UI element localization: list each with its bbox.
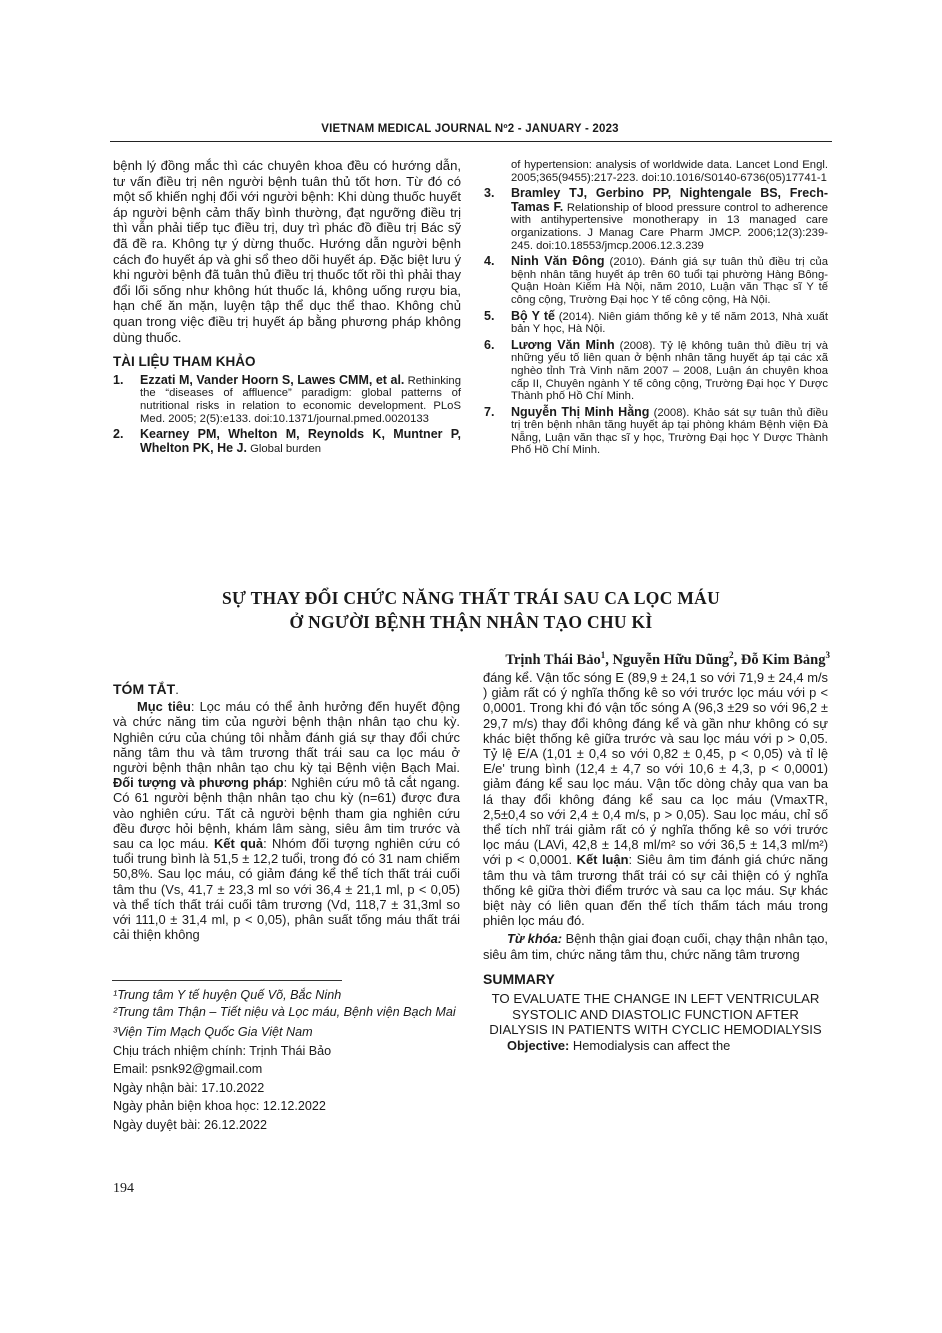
objective-en-label: Objective: — [507, 1037, 570, 1053]
reference-authors: Nguyễn Thị Minh Hằng — [511, 404, 650, 419]
accepted-date: Ngày duyệt bài: 26.12.2022 — [113, 1117, 268, 1132]
reference-number: 2. — [113, 427, 124, 442]
reference-text: (2008). Tỷ lệ không tuân thủ điều trị và những yếu tố liên quan ở bệnh nhân tăng huyết áp tại các xã nghèo tỉnh Trà Vinh năm 2007 – 2008, Luận án chuyên khoa cấp II, Chuyên ngành Y tế công cộng, Trường Đại học Y Dược Thành phố Hồ Chí Minh. — [511, 339, 828, 403]
objective-label: Mục tiêu — [137, 699, 191, 715]
abstract-title: TÓM TẮT — [113, 681, 176, 697]
author-list: Trịnh Thái Bảo$^1$, Nguyễn Hữu Dũng$^2$, Đỗ Kim Bảng$^3$ — [505, 650, 830, 668]
affiliation-3: ³Viện Tim Mạch Quốc Gia Việt Nam — [113, 1025, 313, 1039]
references-list-right — [484, 158, 828, 457]
reference-authors: Ninh Văn Đông — [511, 254, 605, 269]
summary-subtitle: TO EVALUATE THE CHANGE IN LEFT VENTRICULAR SYSTOLIC AND DIASTOLIC FUNCTION AFTER DIALYSIS IN PATIENTS WITH CYCLIC HEMODIALYSIS — [489, 991, 822, 1038]
affiliation-1: ¹Trung tâm Y tế huyện Quế Võ, Bắc Ninh — [113, 988, 342, 1002]
reference-authors: Kearney PM, Whelton M, Reynolds K, Muntner P, Whelton PK, He J. — [140, 427, 461, 455]
left-column-top — [113, 158, 461, 458]
right-column-top — [484, 158, 828, 460]
author-1: Trịnh Thái Bảo — [505, 651, 601, 668]
reference-authors: Bramley TJ, Gerbino PP, Nightengale BS, Frech-Tamas F. — [511, 186, 828, 214]
abstract-right: đáng kể. Vận tốc sóng E (89,9 ± 24,1 so với 71,9 ± 24,4 m/s ) giảm rất có ý nghĩa thống kê so với trước lọc máu với p < 0,0001. Trong khi đó vận tốc sóng A (96,3 ±29 so với 96,2 ± 29,7 m/s) thay đổi không đáng kể và gần như không có sự khác biệt thống kê giữa trước và sau lọc máu với p > 0,05. Tỷ lệ E/A (1,01 ± 0,4 so với 0,82 ± 0,45, p < 0,05) và tỉ lệ E/e' trung bình (12,4 ± 4,7 so với 10,6 ± 4,3, p < 0,0001) giảm đáng kể sau lọc máu. Vận tốc dòng chảy qua van ba lá thay đổi không đáng kể sau ca lọc máu (VmaxTR, 2,5±0,4 so với 2,4 ± 0,4 m/s, p > 0,05). Sau lọc máu, chỉ số thể tích nhĩ trái giảm rất có ý nghĩa thống kê so với trước lọc máu (LAVi, 42,8 ± 14,8 ml/m² so với 36,5 ± 14,3 ml/m²) với p < 0,0001. Kết luận: Siêu âm tim đánh giá chức năng tâm thu và tâm trương thất trái có sự cải thiện có ý nghĩa thống kê giữa thời điểm trước và sau ca lọc máu. Sự khác biệt này có liên quan đến thể tích thấm tách máu trong phiên lọc máu đó. Từ khóa: Bệnh thận giai đoạn cuối, chạy thận nhân tạo, siêu âm tim, chức năng tâm thu, chức năng tâm trương SUMMARY TO EVALUATE THE CHANGE IN LEFT VENTRICULAR SYSTOLIC AND DIASTOLIC FUNCTION AFTER DIALYSIS IN PATIENTS WITH CYCLIC HEMODIALYSIS Objective: Hemodialysis can affect the — [483, 670, 829, 1053]
reference-authors: Bộ Y tế — [511, 308, 555, 323]
author-2: , Nguyễn Hữu Dũng — [605, 651, 730, 668]
reference-item — [484, 158, 828, 184]
review-date: Ngày phản biện khoa học: 12.12.2022 — [113, 1099, 326, 1113]
reference-item — [113, 428, 461, 455]
reference-item — [484, 406, 828, 457]
keywords-label: Từ khóa: — [507, 931, 563, 947]
conclusion-label: Kết luận — [576, 852, 629, 868]
reference-text: (2010). Đánh giá sự tuân thủ điều trị của bệnh nhân tăng huyết áp trên 60 tuổi tại phường Hàng Bông- Quận Hoàn Kiếm Hà Nội, năm 2010, Luận văn Thạc sĩ Y tế công cộng, Trường Đại học Y tế công cộng, Hà Nội. — [511, 256, 828, 306]
abstract-left: TÓM TẮT. Mục tiêu: Lọc máu có thể ảnh hưởng đến huyết động và chức năng tim của người bệnh thận nhân tạo chu kỳ. Nghiên cứu của chúng tôi nhằm đánh giá sự thay đổi chức năng tâm thu và tâm trương thất trái sau ca lọc máu ở người bệnh thận nhân tạo chu kỳ tại Bệnh viện Bạch Mai. Đối tượng và phương pháp: Nghiên cứu mô tả cắt ngang. Có 61 người bệnh thận nhân tạo chu kỳ (n=61) được đưa vào nghiên cứu. Tất cả người bệnh tham gia nghiên cứu đều được hỏi bệnh, khám lâm sàng, siêu âm tim trước và sau ca lọc máu. Kết quả: Nhóm đối tượng nghiên cứu có tuổi trung bình là 51,5 ± 12,2 tuổi, trong đó có 31 nam chiếm 50,8%. Sau lọc máu, có giảm đáng kể thể tích thất trái cuối tâm thu (Vs, 41,7 ± 23,3 ml so với 36,4 ± 21,1 ml, p < 0,05) và thể tích thất trái cuối tâm trương (Vd, 118,7 ± 31,3ml so với 111,0 ± 31,4 ml, p < 0,05), phân suất tống máu thất trái cải thiện không — [113, 681, 461, 943]
email: Email: psnk92@gmail.com — [113, 1062, 263, 1076]
reference-number: 7. — [484, 404, 495, 419]
reference-number: 5. — [484, 308, 495, 323]
footnotes — [113, 986, 463, 1134]
summary-title: SUMMARY — [483, 970, 555, 987]
reference-authors: Ezzati M, Vander Hoorn S, Lawes CMM, et al. — [140, 372, 405, 387]
references-list-left — [113, 374, 461, 456]
references-title: TÀI LIỆU THAM KHẢO — [113, 354, 256, 370]
reference-item — [484, 310, 828, 336]
reference-number: 6. — [484, 337, 495, 352]
page-number: 194 — [113, 1181, 134, 1196]
article-title-line1: SỰ THAY ĐỔI CHỨC NĂNG THẤT TRÁI SAU CA LỌC MÁU — [221, 588, 721, 608]
reference-text: Rethinking the “diseases of affluence” paradigm: global patterns of nutritional risks in relation to economic development. PLoS Med. 2005; 2(5):e133. doi:10.1371/journal.pmed.0020133 — [140, 374, 461, 425]
affiliation-2: ²Trung tâm Thận – Tiết niệu và Lọc máu, Bệnh viện Bạch Mai — [113, 1004, 456, 1019]
methods-label: Đối tượng và phương pháp — [113, 775, 284, 791]
reference-item — [113, 374, 461, 425]
reference-number: 3. — [484, 186, 495, 201]
reference-number — [484, 158, 511, 184]
reference-text: Global burden — [246, 442, 322, 455]
journal-header: VIETNAM MEDICAL JOURNAL Nº2 - JANUARY - 2023 — [321, 123, 619, 135]
article-title-line2: Ở NGƯỜI BỆNH THẬN NHÂN TẠO CHU KÌ — [289, 612, 653, 632]
author-3: , Đỗ Kim Bảng — [733, 651, 826, 668]
footnote-rule — [112, 980, 342, 981]
received-date: Ngày nhận bài: 17.10.2022 — [113, 1080, 265, 1095]
reference-text: Relationship of blood pressure control to adherence with antihypertensive monotherapy in 13 managed care organizations. J Manag Care Pharm JMCP. 2006;12(3):239-245. doi:10.18553/jmcp.2006.12.3.239 — [511, 201, 828, 252]
reference-authors: Lương Văn Minh — [511, 337, 615, 352]
reference-item — [484, 255, 828, 306]
header-rule — [110, 141, 832, 142]
corresponding-author: Chịu trách nhiệm chính: Trịnh Thái Bảo — [113, 1043, 332, 1058]
reference-text: of hypertension: analysis of worldwide data. Lancet Lond Engl. 2005;365(9455):217-223. doi:10.1016/S0140-6736(05)17741-1 — [511, 159, 828, 184]
body-paragraph: bệnh lý đồng mắc thì các chuyên khoa đều có hướng dẫn, tư vấn điều trị nên người bệnh tuân thủ tốt hơn. Từ đó có một số khiến nghị đối với người bệnh: Khi dùng thuốc huyết áp người bệnh cảm thấy bình thường, đạt ngưỡng điều trị thì vẫn phải tiếp tục điều trị, duy trì phác đồ điều trị Bác sỹ đã đề ra. Không tự ý dừng thuốc. Hướng dẫn người bệnh cách đo huyết áp và ghi sổ theo dõi huyết áp. Đặc biệt lưu ý khi người bệnh đã tuân thủ điều trị thuốc tốt rồi thì phải thay đổi lối sống như không hút thuốc lá, không uống rượu bia, hạn chế ăn mặn, luyện tập thể dục thể thao. Không chủ quan trong việc điều trị huyết áp bằng phương pháp không dùng thuốc. — [113, 158, 461, 345]
results-label: Kết quả — [214, 836, 264, 852]
reference-text: (2008). Khảo sát sự tuân thủ điều trị trên bệnh nhân tăng huyết áp tại phòng khám Bệnh viện Đà Nẵng, Luận văn thạc sĩ y học, Trường Đại học Y Dược Thành Phố Hồ Chí Minh. — [511, 406, 828, 457]
reference-text: (2014). Niên giám thống kê y tế năm 2013, Nhà xuất bản Y học, Hà Nội. — [511, 310, 829, 336]
reference-item — [484, 187, 828, 252]
reference-item — [484, 339, 828, 403]
reference-number: 1. — [113, 372, 124, 387]
reference-number: 4. — [484, 254, 495, 269]
